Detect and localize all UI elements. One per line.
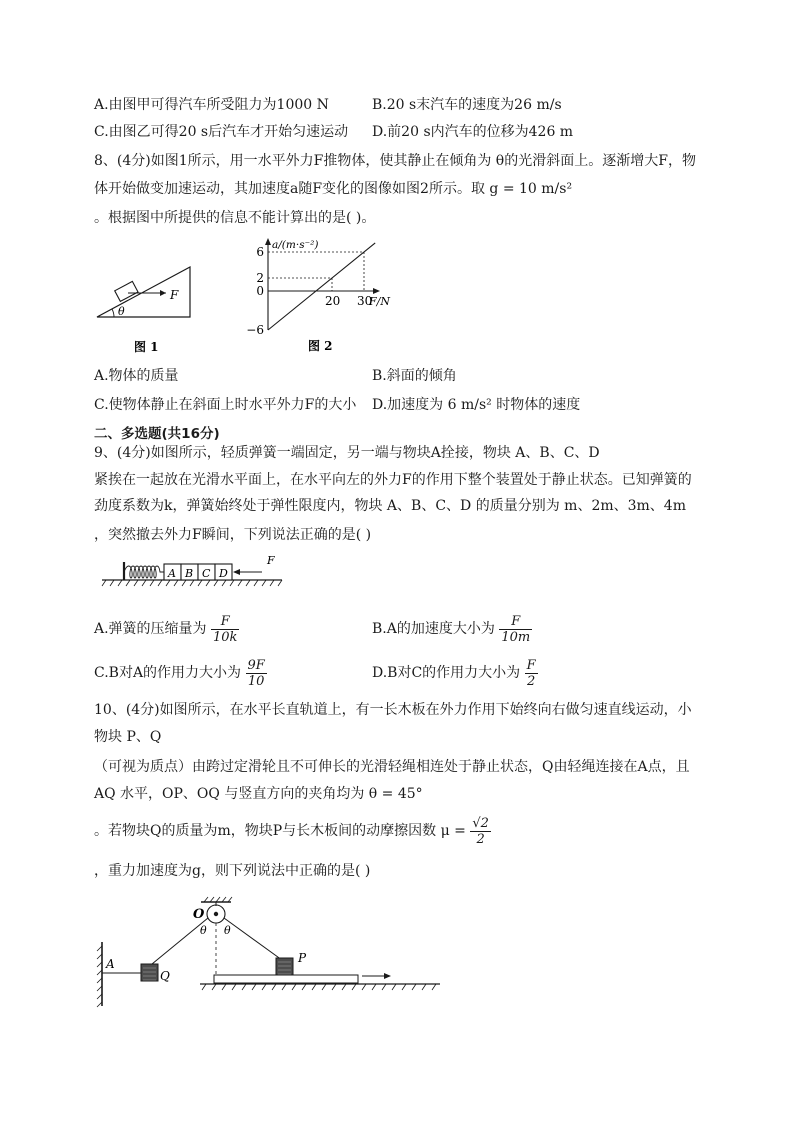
q9-option-a-fraction [211, 614, 239, 645]
fig1-force-label: F [170, 288, 179, 302]
block-c-label: C [202, 567, 211, 580]
q9-option-d-text: D.B对C的作用力大小为 [372, 665, 521, 681]
block-d-label: D [219, 567, 228, 580]
q9-option-c-fraction [246, 658, 267, 689]
ground-hatch [102, 580, 282, 586]
q9-figure [100, 552, 290, 592]
block-a-label: A [168, 567, 176, 580]
q10-stem-line6: ，重力加速度为g，则下列说法中正确的是( ) [94, 863, 371, 879]
fig2-caption: 图 2 [308, 339, 333, 353]
q9-force-label: F [267, 554, 275, 567]
q9-stem-line3: 劲度系数为k，弹簧始终处于弹性限度内，物块 A、B、C、D 的质量分别为 m、2m、3m、4m [94, 498, 686, 514]
q9-option-d [372, 656, 538, 690]
fraction-numerator: F [526, 657, 536, 673]
q10-stem-line2: 物块 P、Q [94, 729, 162, 745]
label-theta-left: θ [200, 924, 207, 937]
pulley-diagram [96, 896, 446, 1008]
spring-blocks-diagram [100, 552, 290, 592]
x-axis-arrow [373, 288, 380, 294]
y-tick-label: 6 [256, 245, 264, 259]
long-board [214, 975, 358, 983]
q9-option-a [94, 612, 239, 646]
q8-stem-line1: 8、(4分)如图1所示，用一水平外力F推物体，使其静止在倾角为 θ的光滑斜面上。逐渐增大F，物 [94, 153, 696, 169]
incline-diagram [92, 262, 202, 358]
fraction-numerator: √2 [472, 815, 489, 831]
q8-option-d: D.加速度为 6 m/s² 时物体的速度 [372, 397, 581, 413]
q9-option-c-text: C.B对A的作用力大小为 [94, 665, 242, 681]
track-hatch [202, 984, 436, 990]
q10-figure [96, 896, 446, 1008]
block-b-label: B [185, 567, 194, 580]
force-arrow-head [233, 569, 240, 575]
q10-stem-line3: （可视为质点）由跨过定滑轮且不可伸长的光滑轻绳相连处于静止状态，Q由轻绳连接在A点，且 [94, 759, 690, 775]
block-on-incline [115, 281, 138, 301]
angle-arc [112, 309, 114, 317]
y-axis-label: a/(m·s⁻²) [272, 239, 319, 251]
q8-stem-line3: 。根据图中所提供的信息不能计算出的是( )。 [94, 210, 376, 226]
q9-stem-line2: 紧挨在一起放在光滑水平面上，在水平向左的外力F的作用下整个装置处于静止状态。已知弹簧的 [94, 472, 692, 488]
y-tick-label: 2 [256, 271, 264, 285]
q10-stem-line4: AQ 水平，OP、OQ 与竖直方向的夹角均为 θ = 45° [94, 786, 423, 802]
y-tick-label: 0 [256, 284, 264, 298]
fraction-denominator: 10 [247, 673, 265, 689]
q9-option-d-fraction [525, 658, 538, 689]
fraction-denominator: 2 [527, 673, 536, 689]
series-line [268, 243, 375, 330]
ceiling-hatch [204, 897, 232, 902]
y-axis-arrow [265, 238, 271, 245]
q8-figure2 [238, 234, 398, 358]
label-a: A [106, 957, 115, 971]
x-tick-label: 20 [325, 294, 341, 308]
q8-option-a: A.物体的质量 [94, 368, 179, 384]
fig1-angle-label: θ [118, 305, 125, 318]
mu-fraction [470, 816, 491, 847]
block-q [141, 964, 158, 981]
q9-stem-line4: ，突然撤去外力F瞬间，下列说法正确的是( ) [94, 527, 372, 543]
fraction-numerator: 9F [247, 657, 265, 673]
q7-option-d: D.前20 s内汽车的位移为426 m [372, 124, 574, 140]
q9-option-a-text: A.弹簧的压缩量为 [94, 621, 207, 637]
q8-figure1 [92, 262, 202, 358]
label-p: P [298, 951, 307, 965]
x-axis-label: F/N [369, 295, 390, 308]
q7-option-a: A.由图甲可得汽车所受阻力为1000 N [94, 97, 329, 113]
q8-option-c: C.使物体静止在斜面上时水平外力F的大小 [94, 397, 357, 413]
fraction-denominator: 10k [213, 629, 238, 645]
label-q: Q [160, 969, 170, 983]
q9-stem-line1: 9、(4分)如图所示，轻质弹簧一端固定，另一端与物块A拴接，物块 A、B、C、D [94, 445, 600, 461]
q8-option-b: B.斜面的倾角 [372, 368, 457, 384]
fig1-caption: 图 1 [134, 340, 159, 354]
fraction-numerator: F [499, 614, 532, 630]
x-tick-label: 30 [357, 294, 373, 308]
q9-option-b-text: B.A的加速度大小为 [372, 621, 495, 637]
label-theta-right: θ [224, 924, 231, 937]
fraction-denominator: 2 [476, 831, 485, 847]
q9-option-c [94, 656, 267, 690]
q10-stem-line5-text: 。若物块Q的质量为m，物块P与长木板间的动摩擦因数 μ = [94, 823, 466, 839]
q7-option-c: C.由图乙可得20 s后汽车才开始匀速运动 [94, 124, 349, 140]
q9-option-b-fraction [499, 614, 532, 645]
q9-option-b [372, 612, 532, 646]
label-o: O [193, 907, 205, 922]
q8-stem-line2: 体开始做变加速运动，其加速度a随F变化的图像如图2所示。取 g = 10 m/s² [94, 181, 573, 197]
pulley-axle [214, 912, 218, 916]
y-tick-label: −6 [246, 323, 264, 337]
motion-arrow-head [384, 973, 391, 979]
spring [124, 566, 164, 578]
block-p [276, 958, 293, 975]
rope-op [224, 918, 282, 960]
a-f-chart [238, 234, 398, 358]
force-arrow-head [160, 290, 166, 296]
q10-stem-line1: 10、(4分)如图所示，在水平长直轨道上，有一长木板在外力作用下始终向右做匀速直线运动，小 [94, 702, 692, 718]
fraction-numerator: F [211, 614, 239, 630]
section2-title: 二、多选题(共16分) [94, 426, 220, 442]
fraction-denominator: 10m [501, 629, 531, 645]
q7-option-b: B.20 s末汽车的速度为26 m/s [372, 97, 562, 113]
q10-stem-line5 [94, 814, 491, 848]
